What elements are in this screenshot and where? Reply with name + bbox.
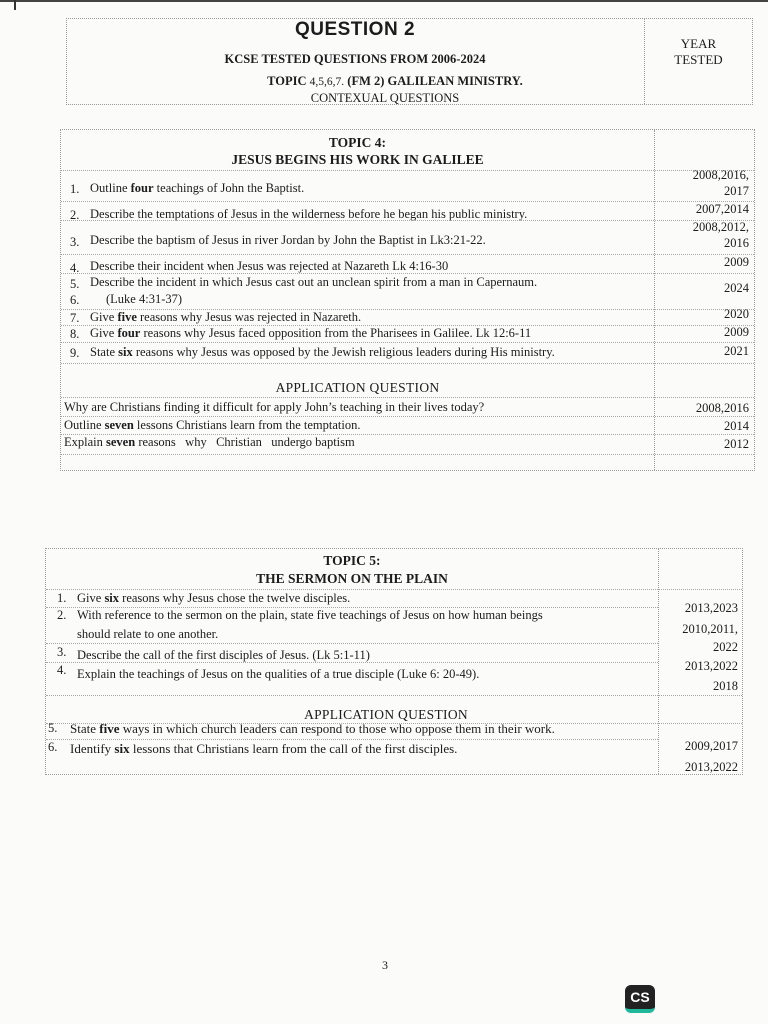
row-number: 1. bbox=[70, 182, 80, 196]
row-number: 2. bbox=[57, 608, 67, 622]
year-cell: 2012 bbox=[724, 437, 749, 451]
row-line bbox=[61, 201, 754, 202]
topic4-question-2: Describe the temptations of Jesus in the wilderness before he began his public ministry. bbox=[90, 207, 528, 221]
year-cell: 2014 bbox=[724, 419, 749, 433]
row-line bbox=[61, 397, 754, 398]
year-cell: 2008,2016 bbox=[695, 401, 749, 415]
year-cell: 2017 bbox=[724, 184, 749, 198]
question-title: QUESTION 2 bbox=[294, 19, 416, 40]
year-cell: 2016 bbox=[724, 236, 749, 250]
row-line bbox=[61, 220, 754, 221]
text-part: ways in which church leaders can respond to those who oppose them in their work. bbox=[119, 721, 555, 736]
topic-numbers: 4,5,6,7. bbox=[309, 76, 345, 88]
topic4-application-1: Why are Christians finding it difficult for apply John’s teaching in their lives today? bbox=[64, 400, 485, 414]
topic5-question-4: Explain the teachings of Jesus on the qualities of a true disciple (Luke 6: 20-49). bbox=[77, 667, 480, 681]
text-part: reasons why Jesus was rejected in Nazareth. bbox=[136, 310, 362, 324]
topic5-heading: TOPIC 5: bbox=[323, 553, 381, 568]
year-cell: 2013,2022 bbox=[684, 760, 738, 774]
topic5-application-6 bbox=[70, 741, 457, 756]
text-part: Outline bbox=[64, 418, 105, 432]
text-part: reasons why Jesus was opposed by the Jewish religious leaders during His ministry. bbox=[132, 345, 555, 359]
topic4-question-4: Describe their incident when Jesus was rejected at Nazareth Lk 4:16-30 bbox=[90, 259, 449, 273]
year-cell: 2010,2011, bbox=[682, 622, 738, 636]
row-number: 6. bbox=[48, 740, 58, 754]
row-number: 3. bbox=[70, 235, 80, 249]
section-label: CONTEXUAL QUESTIONS bbox=[310, 91, 460, 105]
text-part: Give bbox=[90, 310, 118, 324]
topic4-title: JESUS BEGINS HIS WORK IN GALILEE bbox=[231, 152, 484, 167]
row-line bbox=[61, 342, 754, 343]
row-number: 9. bbox=[70, 346, 80, 360]
row-line bbox=[61, 416, 754, 417]
row-number: 7. bbox=[70, 311, 80, 325]
emphasis: six bbox=[104, 591, 120, 605]
row-number: 4. bbox=[70, 261, 80, 275]
text-part: State bbox=[90, 345, 119, 359]
topic5-question-3: Describe the call of the first disciples of Jesus. (Lk 5:1-11) bbox=[77, 648, 370, 662]
topic5-question-2-cont: should relate to one another. bbox=[77, 627, 219, 641]
emphasis: five bbox=[99, 721, 120, 736]
emphasis: seven bbox=[106, 435, 136, 449]
text-part: Explain bbox=[64, 435, 107, 449]
topic4-question-8 bbox=[90, 326, 531, 341]
row-number: 8. bbox=[70, 327, 80, 341]
text-part: Identify bbox=[70, 741, 115, 756]
text-part: reasons why Jesus faced opposition from the Pharisees in Galilee. Lk 12:6-11 bbox=[140, 326, 532, 340]
text-part: teachings of John the Baptist. bbox=[153, 181, 305, 195]
header-box bbox=[66, 18, 753, 105]
year-cell: 2018 bbox=[713, 679, 738, 693]
row-line bbox=[46, 662, 658, 663]
text-part: reasons why Jesus chose the twelve disciples. bbox=[119, 591, 351, 605]
text-part: Give bbox=[77, 591, 105, 605]
row-number: 2. bbox=[70, 208, 80, 222]
text-part: lessons that Christians learn from the call of the first disciples. bbox=[129, 741, 458, 756]
emphasis: six bbox=[114, 741, 130, 756]
row-line bbox=[46, 739, 658, 740]
header-year-column bbox=[645, 19, 752, 104]
year-cell: 2009,2017 bbox=[684, 739, 738, 753]
year-cell: 2008,2012, bbox=[692, 220, 749, 234]
topic5-table bbox=[45, 548, 743, 775]
camscanner-logo-icon: CS bbox=[625, 985, 655, 1013]
row-line bbox=[61, 254, 754, 255]
topic4-question-6: (Luke 4:31-37) bbox=[106, 292, 183, 306]
row-line bbox=[46, 589, 742, 590]
row-line bbox=[61, 273, 754, 274]
year-label: YEAR bbox=[680, 36, 717, 51]
topic4-application-3 bbox=[64, 435, 355, 450]
emphasis: four bbox=[117, 326, 141, 340]
emphasis: five bbox=[117, 310, 137, 324]
row-line bbox=[46, 643, 658, 644]
year-cell: 2008,2016, bbox=[692, 168, 749, 182]
tested-label: TESTED bbox=[674, 52, 723, 67]
year-cell: 2009 bbox=[724, 255, 749, 269]
text-part: State bbox=[70, 721, 100, 736]
header-main bbox=[67, 19, 643, 104]
topic-prefix: TOPIC bbox=[267, 74, 307, 88]
row-number: 5. bbox=[48, 721, 58, 735]
topic4-application-2 bbox=[64, 418, 361, 433]
row-line bbox=[61, 454, 754, 455]
header-subtitle: KCSE TESTED QUESTIONS FROM 2006-2024 bbox=[224, 52, 486, 66]
text-part: lessons Christians learn from the temptation. bbox=[133, 418, 361, 432]
topic5-application-heading: APPLICATION QUESTION bbox=[304, 707, 468, 722]
emphasis: four bbox=[130, 181, 154, 195]
row-number: 5. bbox=[70, 277, 80, 291]
row-line bbox=[46, 695, 742, 696]
topic-rest: (FM 2) GALILEAN MINISTRY. bbox=[347, 74, 523, 88]
year-cell: 2009 bbox=[724, 325, 749, 339]
header-topic-line bbox=[107, 74, 683, 89]
year-cell: 2007,2014 bbox=[695, 202, 749, 216]
topic5-title: THE SERMON ON THE PLAIN bbox=[256, 571, 448, 586]
text-part: Give bbox=[90, 326, 118, 340]
year-cell: 2021 bbox=[724, 344, 749, 358]
row-line bbox=[61, 170, 754, 171]
topic4-application-heading: APPLICATION QUESTION bbox=[275, 380, 440, 395]
topic5-question-1 bbox=[77, 591, 350, 606]
year-cell: 2024 bbox=[724, 281, 749, 295]
topic5-application-5 bbox=[70, 721, 555, 736]
row-number: 3. bbox=[57, 645, 67, 659]
topic4-question-7 bbox=[90, 310, 361, 325]
topic4-heading: TOPIC 4: bbox=[328, 135, 387, 150]
topic4-question-1 bbox=[90, 181, 304, 196]
emphasis: six bbox=[118, 345, 133, 359]
topic4-question-5: Describe the incident in which Jesus cast out an unclean spirit from a man in Capernaum. bbox=[90, 275, 538, 289]
year-cell: 2013,2022 bbox=[684, 659, 738, 673]
emphasis: seven bbox=[104, 418, 134, 432]
year-cell: 2020 bbox=[724, 307, 749, 321]
topic4-question-3: Describe the baptism of Jesus in river Jordan by John the Baptist in Lk3:21-22. bbox=[90, 233, 486, 247]
year-cell: 2013,2023 bbox=[684, 601, 738, 615]
row-number: 6. bbox=[70, 293, 80, 307]
page-number: 3 bbox=[382, 958, 388, 972]
year-cell: 2022 bbox=[713, 640, 738, 654]
row-number: 4. bbox=[57, 663, 67, 677]
page-corner-mark bbox=[14, 0, 16, 10]
text-part: reasons why Christian undergo baptism bbox=[135, 435, 355, 449]
topic4-table bbox=[60, 129, 755, 471]
text-part: Outline bbox=[90, 181, 131, 195]
row-number: 1. bbox=[57, 591, 67, 605]
topic4-question-9 bbox=[90, 345, 555, 360]
row-line bbox=[61, 363, 754, 364]
topic5-question-2: With reference to the sermon on the plain, state five teachings of Jesus on how human beings bbox=[77, 608, 543, 622]
page-top-edge bbox=[0, 0, 768, 6]
